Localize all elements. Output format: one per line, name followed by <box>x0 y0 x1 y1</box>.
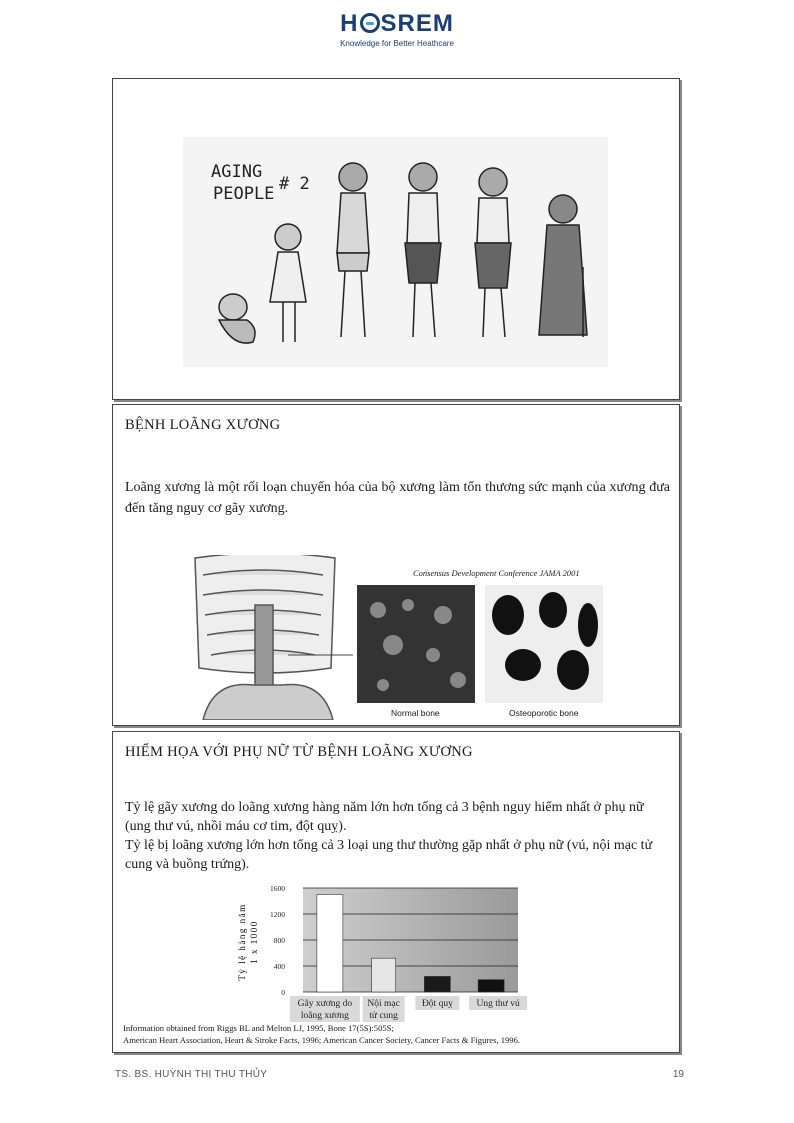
bar-2 <box>372 958 396 992</box>
slide-body-text <box>125 798 670 874</box>
paragraph-2: Tỷ lệ bị loãng xương lớn hơn tổng cả 3 loại ung thư thường gặp nhất ở phụ nữ (vú, nội mạc tử cung và buồng trứng). <box>125 838 653 872</box>
skeleton-illustration <box>195 555 335 720</box>
hosrem-logo <box>0 10 794 48</box>
page-number: 19 <box>672 1069 684 1080</box>
caption-osteoporotic-bone: Osteoporotic bone <box>509 708 579 718</box>
bar-4 <box>478 980 504 992</box>
caption-normal-bone: Normal bone <box>391 708 440 718</box>
bar-3 <box>424 976 450 992</box>
y-tick-label: 0 <box>281 988 285 997</box>
paragraph-1: Tỷ lệ gãy xương do loãng xương hàng năm lớn hơn tổng cả 3 bệnh nguy hiểm nhất ở phụ nữ (ung thư vú, nhồi máu cơ tim, đột quỵ). <box>125 800 644 834</box>
illustration-label-aging: AGING <box>211 162 263 182</box>
category-label: Gãy xương do <box>297 999 353 1009</box>
bar-1 <box>317 895 343 993</box>
y-axis-label-line1: Tỷ lệ hàng năm <box>237 903 247 981</box>
footer-author: TS. BS. HUỲNH THỊ THU THỦY <box>115 1069 268 1080</box>
slide-risk <box>112 731 680 1053</box>
slide-title: HIỂM HỌA VỚI PHỤ NỮ TỪ BỆNH LOÃNG XƯƠNG <box>125 744 473 760</box>
bone-comparison-figure <box>193 555 613 720</box>
y-tick-label: 1600 <box>270 884 285 893</box>
category-label: tử cung <box>369 1011 398 1021</box>
y-tick-label: 400 <box>273 962 285 971</box>
slide-aging <box>112 78 680 400</box>
reference-1: Information obtained from Riggs BL and Melton LJ, 1995, Bone 17(5S):505S; <box>123 1023 394 1033</box>
y-tick-label: 1200 <box>270 910 285 919</box>
category-label: Nội mạc <box>367 999 400 1009</box>
slide-osteoporosis <box>112 404 680 726</box>
annual-rate-chart <box>223 884 553 1024</box>
illustration-label-people: PEOPLE <box>213 184 275 204</box>
source-citation: Consensus Development Conference JAMA 2001 <box>413 568 580 578</box>
slide-body-text: Loãng xương là một rối loạn chuyển hóa của bộ xương làm tổn thương sức mạnh của xương đưa đến tăng nguy cơ gãy xương. <box>125 480 670 516</box>
aging-people-illustration <box>183 137 608 367</box>
y-tick-label: 800 <box>273 936 285 945</box>
illustration-label-num: # 2 <box>279 174 310 194</box>
category-label: Ung thư vú <box>476 999 520 1009</box>
category-label: loãng xương <box>300 1011 349 1021</box>
logo-globe-icon <box>360 13 380 33</box>
y-axis-label-line2: 1 x 1000 <box>249 920 259 964</box>
references <box>123 1023 673 1046</box>
category-label: Đột quỵ <box>421 999 453 1009</box>
slide-title: BỆNH LOÃNG XƯƠNG <box>125 417 281 433</box>
reference-2: American Heart Association, Heart & Stroke Facts, 1996; American Cancer Society, Cancer Facts & Figures, 1996. <box>123 1034 521 1045</box>
logo-tagline: Knowledge for Better Heathcare <box>340 39 454 48</box>
logo-wordmark: H SREM <box>340 10 454 37</box>
